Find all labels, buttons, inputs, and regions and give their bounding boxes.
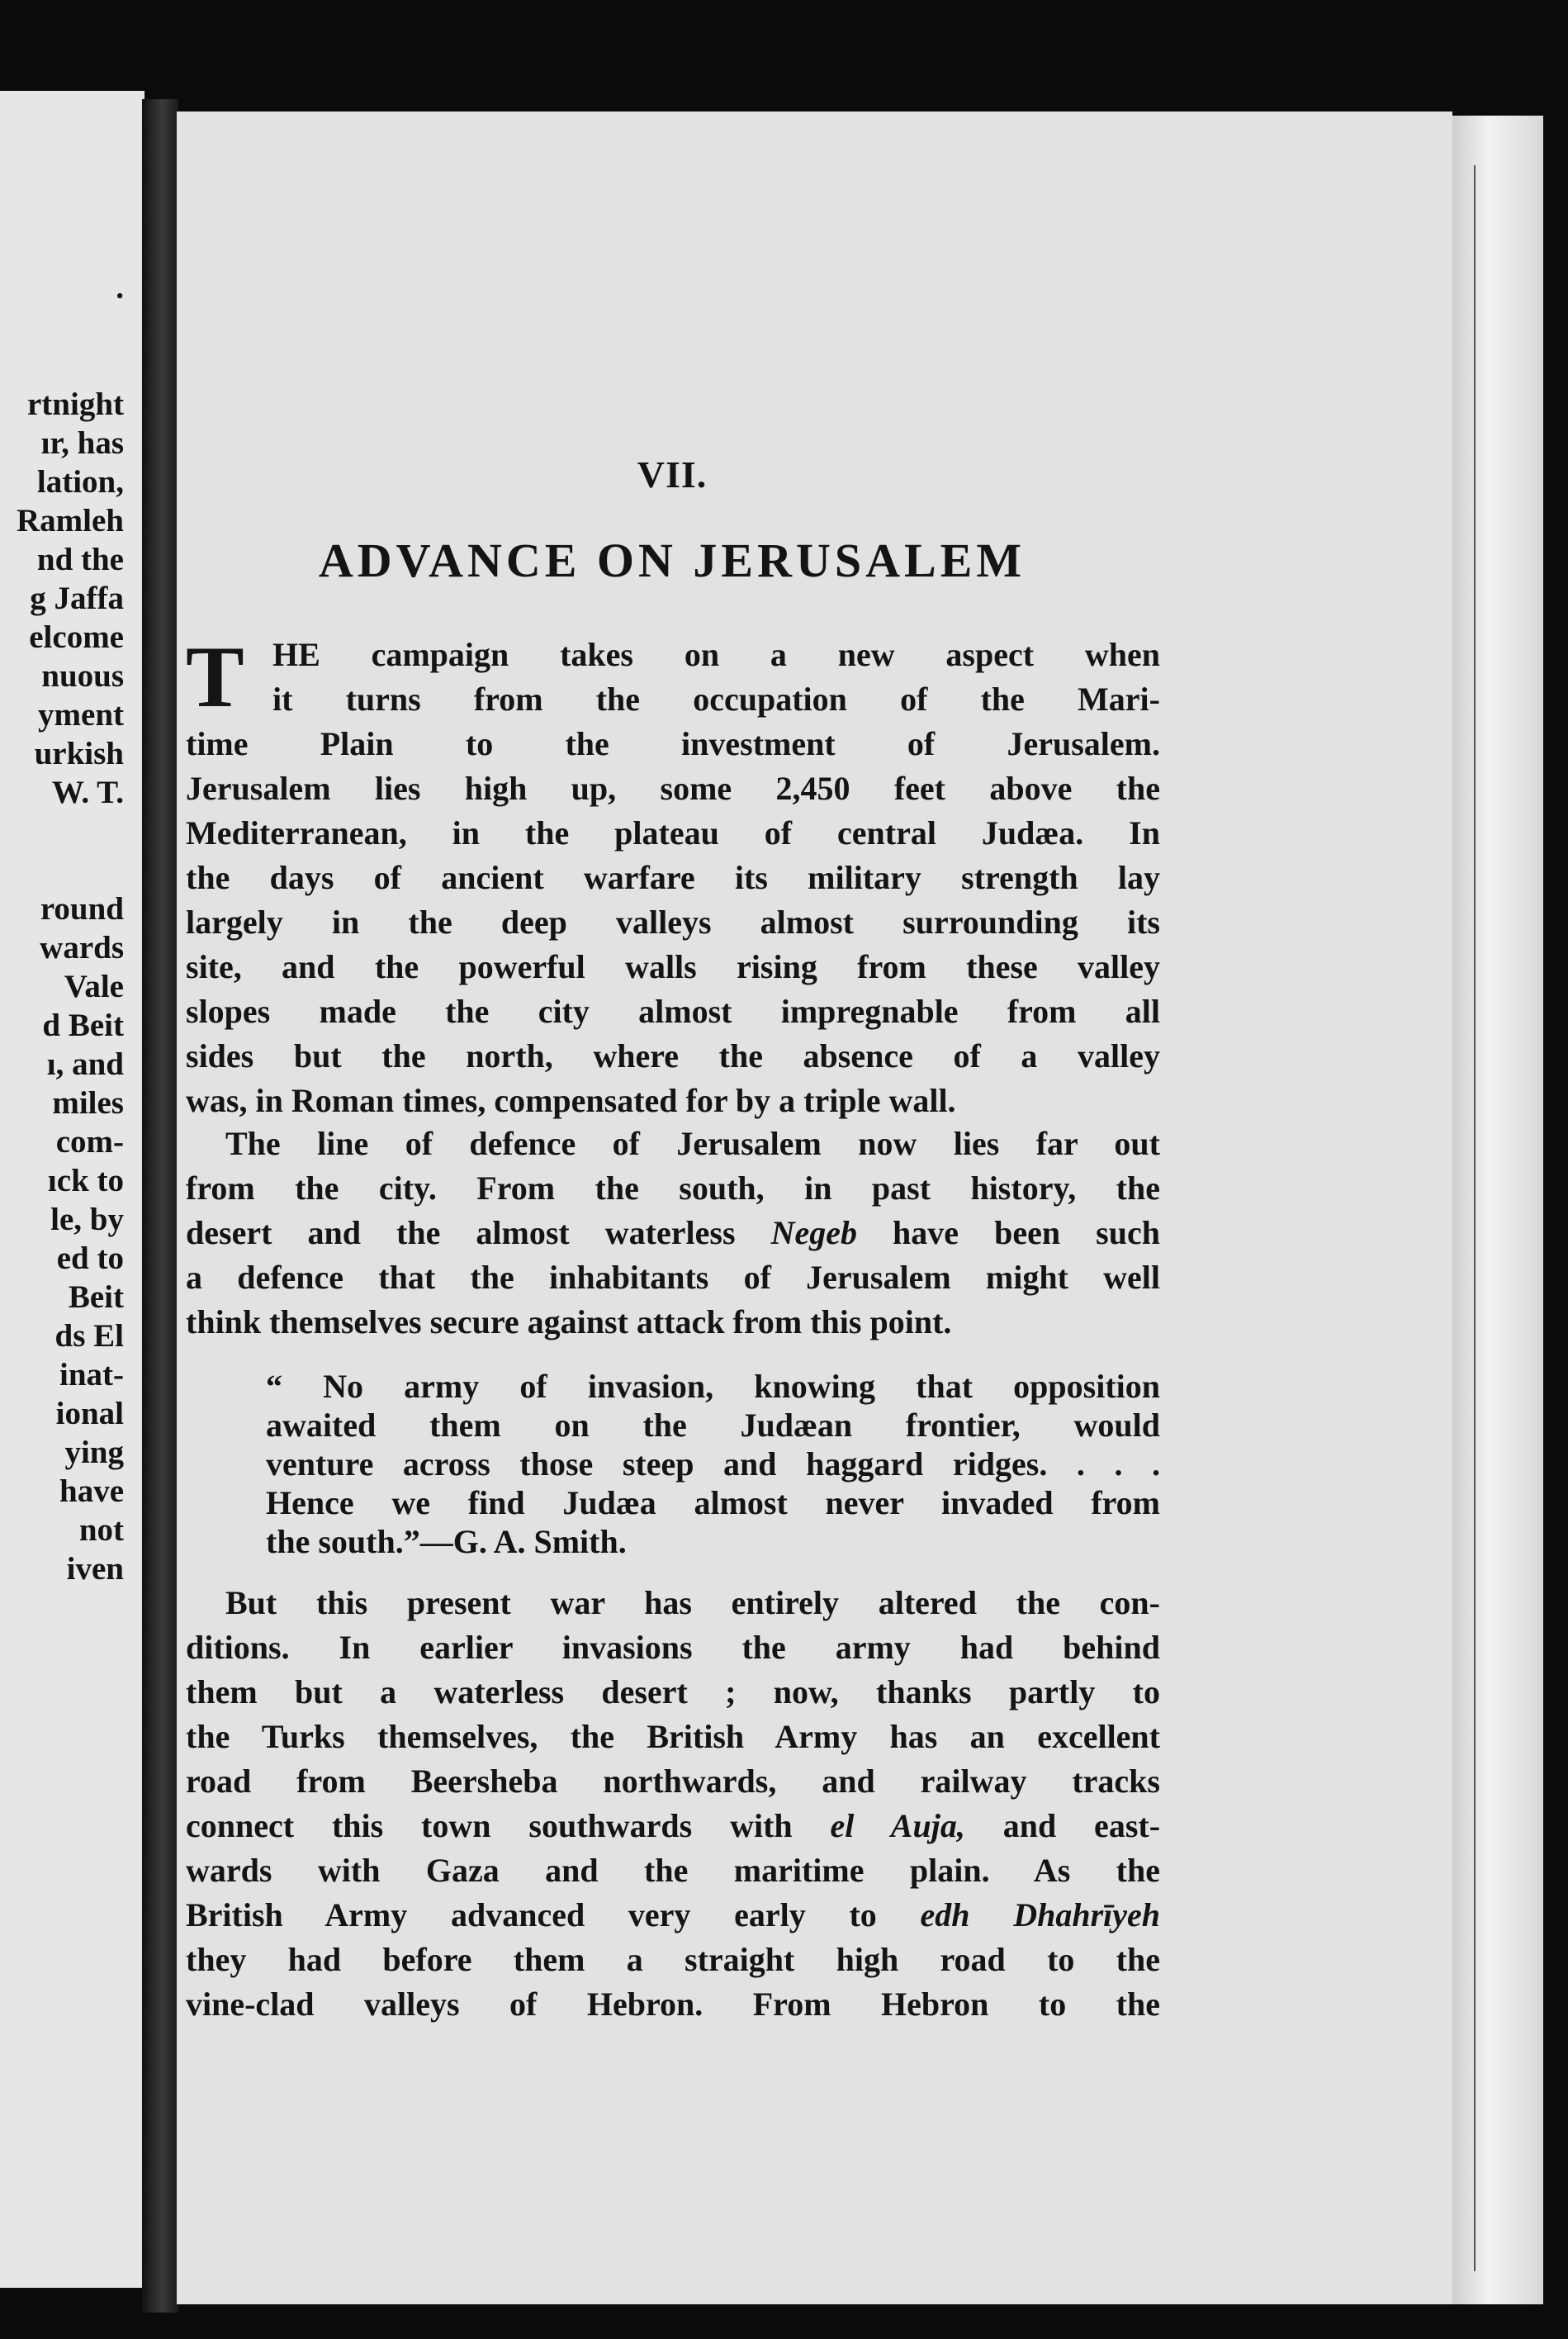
left-page-line: yment — [38, 697, 124, 733]
paragraph-1 — [186, 722, 1160, 1123]
text-line: think themselves secure against attack from this point. — [186, 1303, 952, 1340]
left-page-line — [0, 346, 124, 385]
text-line: But this present war has entirely altered the con- — [225, 1584, 1160, 1621]
left-page-line: urkish — [34, 736, 124, 771]
left-page-line: ıck to — [47, 1163, 124, 1198]
text-line — [186, 1211, 1160, 1255]
left-page-line: W. T. — [51, 775, 124, 810]
book-spine — [142, 99, 178, 2313]
left-page-line: nuous — [41, 658, 124, 694]
text-line: was, in Roman times, compensated for by a triple wall. — [186, 1082, 956, 1119]
left-page-line: ying — [64, 1435, 124, 1470]
paragraph-1-opening — [272, 633, 1160, 722]
left-page-line: ed to — [56, 1241, 124, 1276]
quote-line: Hence we find Judæa almost never invaded from — [266, 1484, 1160, 1521]
text-line: wards with Gaza and the maritime plain. As the — [186, 1852, 1160, 1889]
left-page-line: not — [78, 1512, 124, 1548]
left-page-line: g Jaffa — [30, 581, 124, 616]
left-page-line: elcome — [29, 619, 124, 655]
quote-line: awaited them on the Judæan frontier, would — [266, 1407, 1160, 1444]
text-line: the Turks themselves, the British Army has an excellent — [186, 1718, 1160, 1755]
text-line: ditions. In earlier invasions the army had behind — [186, 1629, 1160, 1666]
left-page-line: . — [116, 270, 124, 306]
left-page-text — [0, 268, 124, 1588]
text-line: HE campaign takes on a new aspect when — [272, 636, 1160, 673]
paragraph-2 — [186, 1122, 1160, 1345]
text-line: sides but the north, where the absence of a valley — [186, 1037, 1160, 1075]
page-edge — [1452, 116, 1543, 2304]
quote-line: “ No army of invasion, knowing that opposition — [266, 1368, 1160, 1405]
left-page-line: have — [59, 1473, 124, 1509]
text-segment: British Army advanced very early to — [186, 1896, 921, 1933]
left-page-line: miles — [52, 1085, 124, 1121]
left-page-line: ı, and — [46, 1046, 124, 1082]
text-line: vine-clad valleys of Hebron. From Hebron to the — [186, 1986, 1160, 2023]
left-page-line: d Beit — [42, 1008, 124, 1043]
left-page-line: wards — [40, 930, 124, 965]
text-segment: connect this town southwards with — [186, 1807, 831, 1844]
text-line — [186, 1893, 1160, 1938]
text-line: the days of ancient warfare its military strength lay — [186, 859, 1160, 896]
quote-line: the south.”—G. A. Smith. — [266, 1523, 627, 1560]
text-segment: and east- — [964, 1807, 1161, 1844]
text-line: site, and the powerful walls rising from these valley — [186, 948, 1160, 985]
chapter-number: VII. — [637, 453, 708, 496]
left-page-line: round — [40, 891, 124, 927]
quote-line: venture across those steep and haggard ridges. . . . — [266, 1445, 1160, 1483]
left-page-line: le, by — [50, 1202, 124, 1237]
italic-term: Negeb — [770, 1214, 857, 1251]
text-line: largely in the deep valleys almost surrounding its — [186, 904, 1160, 941]
text-line: Jerusalem lies high up, some 2,450 feet above the — [186, 770, 1160, 807]
text-line: from the city. From the south, in past history, the — [186, 1170, 1160, 1207]
left-page-line: Vale — [64, 969, 124, 1004]
italic-term: edh Dhahrīyeh — [920, 1896, 1161, 1933]
text-line: a defence that the inhabitants of Jerusalem might well — [186, 1259, 1160, 1296]
page-edge-line — [1474, 165, 1476, 2271]
left-page-line: ional — [55, 1396, 124, 1431]
left-page-line — [0, 307, 124, 346]
left-page-line: Ramleh — [17, 503, 124, 538]
text-line: road from Beersheba northwards, and railway tracks — [186, 1763, 1160, 1800]
text-line: they had before them a straight high road to the — [186, 1941, 1160, 1978]
paragraph-3 — [186, 1581, 1160, 2027]
left-page-fragment — [0, 91, 144, 2288]
block-quote — [266, 1367, 1160, 1561]
left-page-line: ds El — [54, 1318, 124, 1354]
italic-term: el Auja, — [830, 1807, 965, 1844]
left-page-line: ır, has — [40, 425, 124, 461]
text-line — [186, 1804, 1160, 1848]
left-page-line: rtnight — [27, 387, 124, 422]
chapter-title: ADVANCE ON JERUSALEM — [318, 534, 1026, 587]
text-segment: have been such — [856, 1214, 1160, 1251]
text-line: Mediterranean, in the plateau of central Judæa. In — [186, 814, 1160, 852]
text-segment: desert and the almost waterless — [186, 1214, 771, 1251]
text-line: The line of defence of Jerusalem now lies far out — [225, 1125, 1160, 1162]
left-page-line: nd the — [36, 542, 124, 577]
left-page-line: com- — [55, 1124, 124, 1160]
left-page-line: inat- — [59, 1357, 124, 1392]
text-line: slopes made the city almost impregnable from all — [186, 993, 1160, 1030]
left-page-line: iven — [66, 1551, 124, 1587]
left-page-line: Beit — [68, 1279, 124, 1315]
drop-cap: T — [186, 629, 244, 725]
text-line: them but a waterless desert ; now, thanks partly to — [186, 1673, 1160, 1710]
text-line: it turns from the occupation of the Mari- — [272, 681, 1160, 718]
left-page-line: lation, — [36, 464, 124, 500]
left-page-line — [0, 851, 124, 890]
text-line: time Plain to the investment of Jerusalem. — [186, 725, 1160, 762]
left-page-line — [0, 812, 124, 851]
